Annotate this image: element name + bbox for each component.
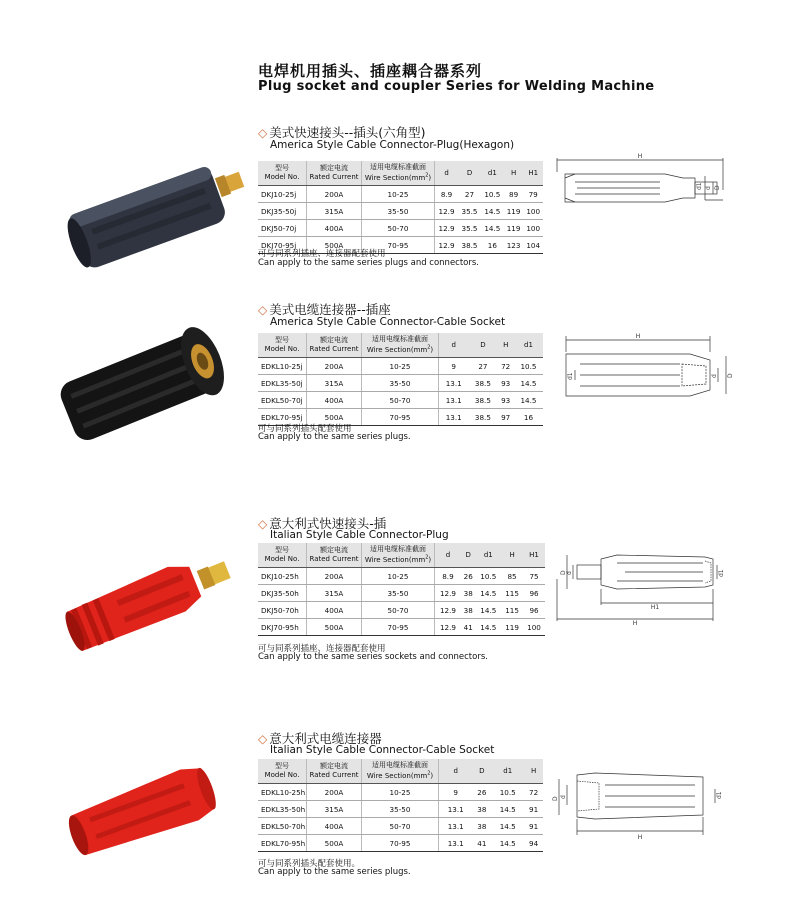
drawing-label: d1 bbox=[567, 372, 574, 380]
col-H1: H1 bbox=[523, 543, 545, 568]
table-cell: 115 bbox=[501, 585, 523, 602]
section-4-rows bbox=[258, 784, 543, 852]
col-D: D bbox=[461, 543, 476, 568]
table-cell: 10.5 bbox=[514, 358, 543, 375]
table-cell: 41 bbox=[461, 619, 476, 636]
diamond-icon: ◇ bbox=[258, 126, 268, 140]
table-cell: 315A bbox=[307, 203, 362, 220]
col-H: H bbox=[497, 333, 514, 358]
col-H: H bbox=[504, 161, 524, 186]
section-2-note-en: Can apply to the same series plugs. bbox=[258, 432, 411, 442]
section-2-title-cn-text: 美式电缆连接器--插座 bbox=[269, 302, 391, 317]
table-cell: 14.5 bbox=[476, 619, 502, 636]
table-cell: 26 bbox=[461, 568, 476, 585]
drawing-label: H bbox=[637, 153, 643, 160]
drawing-label: H bbox=[637, 834, 643, 841]
table-cell: 315A bbox=[307, 801, 362, 818]
table-cell: 8.9 bbox=[435, 568, 461, 585]
section-3-title-en: Italian Style Cable Connector-Plug bbox=[270, 529, 449, 541]
table-header-row bbox=[258, 759, 543, 784]
table-cell: 10-25 bbox=[362, 568, 435, 585]
table-cell: 13.1 bbox=[439, 409, 469, 426]
col-d: d bbox=[439, 759, 473, 784]
drawing-label: d bbox=[705, 186, 712, 190]
drawing-label: d bbox=[560, 795, 567, 799]
drawing-label: D bbox=[727, 373, 734, 378]
table-cell: 14.5 bbox=[476, 585, 502, 602]
col-wire: 适用电缆标准截面 Wire $Section(mm^2)$ bbox=[362, 759, 439, 784]
table-cell: 14.5 bbox=[514, 392, 543, 409]
table-cell: 10-25 bbox=[362, 358, 439, 375]
table-cell: 14.5 bbox=[491, 818, 524, 835]
page-title-en: Plug socket and coupler Series for Welding Machine bbox=[258, 79, 655, 94]
table-cell: 12.9 bbox=[435, 237, 459, 254]
col-D: D bbox=[472, 759, 491, 784]
table-cell: 123 bbox=[504, 237, 524, 254]
table-cell: EDKL35-50h bbox=[258, 801, 307, 818]
table-cell: 96 bbox=[523, 602, 545, 619]
table-cell: 200A bbox=[307, 568, 362, 585]
table-row bbox=[258, 602, 545, 619]
table-row bbox=[258, 186, 543, 203]
col-model: 型号 Model No. bbox=[258, 759, 307, 784]
table-cell: 100 bbox=[523, 203, 543, 220]
table-row bbox=[258, 585, 545, 602]
col-H1: H1 bbox=[523, 161, 543, 186]
table-cell: 35.5 bbox=[458, 203, 481, 220]
table-cell: 500A bbox=[307, 237, 362, 254]
table-cell: 75 bbox=[523, 568, 545, 585]
table-cell: 400A bbox=[307, 220, 362, 237]
table-cell: DKJ35-50h bbox=[258, 585, 307, 602]
col-model: 型号 Model No. bbox=[258, 333, 307, 358]
table-cell: 38.5 bbox=[458, 237, 481, 254]
section-3-rows bbox=[258, 568, 545, 636]
section-4-spec-table bbox=[258, 759, 543, 852]
table-cell: 100 bbox=[523, 619, 545, 636]
table-cell: DKJ70-95h bbox=[258, 619, 307, 636]
table-cell: 38 bbox=[472, 801, 491, 818]
table-cell: DKJ35-50j bbox=[258, 203, 307, 220]
diamond-icon: ◇ bbox=[258, 732, 268, 746]
table-cell: 50-70 bbox=[362, 392, 439, 409]
col-current: 额定电流 Rated Current bbox=[307, 161, 362, 186]
table-cell: 93 bbox=[497, 375, 514, 392]
section-3-dimension-drawing bbox=[555, 545, 735, 630]
table-cell: 38.5 bbox=[468, 409, 497, 426]
table-cell: 70-95 bbox=[362, 237, 435, 254]
section-1-spec-table bbox=[258, 161, 543, 254]
col-H: H bbox=[501, 543, 523, 568]
section-1-title-en: America Style Cable Connector-Plug(Hexagon) bbox=[270, 139, 515, 151]
drawing-label: D bbox=[560, 570, 567, 575]
section-4-note-cn: 可与同系列插头配套使用。 bbox=[258, 859, 361, 869]
table-cell: 26 bbox=[472, 784, 491, 801]
table-cell: 100 bbox=[523, 220, 543, 237]
table-header-row bbox=[258, 333, 543, 358]
table-cell: EDKL70-95h bbox=[258, 835, 307, 852]
section-1-title-cn-text: 美式快速接头--插头(六角型) bbox=[269, 125, 426, 140]
col-d1: d1 bbox=[491, 759, 524, 784]
table-cell: 72 bbox=[497, 358, 514, 375]
section-1-product-photo bbox=[60, 160, 250, 270]
table-cell: 38 bbox=[461, 602, 476, 619]
table-cell: 115 bbox=[501, 602, 523, 619]
table-cell: 500A bbox=[307, 409, 362, 426]
table-cell: 14.5 bbox=[481, 203, 504, 220]
table-cell: 10.5 bbox=[481, 186, 504, 203]
table-cell: 12.9 bbox=[435, 602, 461, 619]
col-d: d bbox=[435, 543, 461, 568]
table-cell: 400A bbox=[307, 392, 362, 409]
table-cell: DKJ10-25h bbox=[258, 568, 307, 585]
col-current: 额定电流 Rated Current bbox=[307, 333, 362, 358]
table-row bbox=[258, 392, 543, 409]
col-H: H bbox=[524, 759, 543, 784]
table-cell: 119 bbox=[504, 203, 524, 220]
table-cell: 8.9 bbox=[435, 186, 459, 203]
col-current: 额定电流 Rated Current bbox=[307, 543, 362, 568]
table-cell: 93 bbox=[497, 392, 514, 409]
col-model: 型号 Model No. bbox=[258, 161, 307, 186]
col-d1: d1 bbox=[481, 161, 504, 186]
col-wire: 适用电缆标准截面 Wire $Section(mm^2)$ bbox=[362, 161, 435, 186]
table-row bbox=[258, 568, 545, 585]
table-cell: 10.5 bbox=[476, 568, 502, 585]
table-row bbox=[258, 835, 543, 852]
table-cell: 89 bbox=[504, 186, 524, 203]
table-cell: 91 bbox=[524, 801, 543, 818]
table-row bbox=[258, 203, 543, 220]
table-cell: DKJ70-95j bbox=[258, 237, 307, 254]
table-cell: EDKL50-70j bbox=[258, 392, 307, 409]
section-4-dimension-drawing bbox=[552, 765, 735, 845]
table-cell: 200A bbox=[307, 358, 362, 375]
table-cell: 119 bbox=[504, 220, 524, 237]
table-cell: 9 bbox=[439, 784, 473, 801]
table-row bbox=[258, 220, 543, 237]
section-2-rows bbox=[258, 358, 543, 426]
table-row bbox=[258, 818, 543, 835]
table-cell: EDKL35-50j bbox=[258, 375, 307, 392]
table-cell: EDKL70-95j bbox=[258, 409, 307, 426]
table-cell: 70-95 bbox=[362, 619, 435, 636]
table-cell: 400A bbox=[307, 818, 362, 835]
table-cell: 12.9 bbox=[435, 220, 459, 237]
table-cell: 104 bbox=[523, 237, 543, 254]
table-cell: 35-50 bbox=[362, 203, 435, 220]
drawing-label: H1 bbox=[650, 604, 660, 611]
col-d: d bbox=[435, 161, 459, 186]
table-cell: 13.1 bbox=[439, 392, 469, 409]
table-cell: 50-70 bbox=[362, 602, 435, 619]
table-cell: 400A bbox=[307, 602, 362, 619]
table-cell: 12.9 bbox=[435, 203, 459, 220]
table-cell: 85 bbox=[501, 568, 523, 585]
col-wire: 适用电缆标准截面 Wire $Section(mm^2)$ bbox=[362, 333, 439, 358]
table-cell: 41 bbox=[472, 835, 491, 852]
table-cell: 10.5 bbox=[491, 784, 524, 801]
drawing-label: H bbox=[635, 333, 641, 340]
table-cell: 14.5 bbox=[481, 220, 504, 237]
table-cell: 12.9 bbox=[435, 585, 461, 602]
table-cell: 315A bbox=[307, 375, 362, 392]
table-cell: 97 bbox=[497, 409, 514, 426]
table-cell: 70-95 bbox=[362, 835, 439, 852]
table-cell: EDKL50-70h bbox=[258, 818, 307, 835]
table-cell: 500A bbox=[307, 835, 362, 852]
col-d1: d1 bbox=[514, 333, 543, 358]
drawing-label: d1 bbox=[696, 182, 703, 190]
drawing-label: d bbox=[711, 374, 718, 378]
table-cell: 38 bbox=[472, 818, 491, 835]
table-row bbox=[258, 801, 543, 818]
section-3-product-photo bbox=[60, 550, 245, 650]
table-cell: 12.9 bbox=[435, 619, 461, 636]
table-cell: 38.5 bbox=[468, 392, 497, 409]
table-header-row bbox=[258, 161, 543, 186]
table-cell: 14.5 bbox=[491, 801, 524, 818]
table-cell: 50-70 bbox=[362, 220, 435, 237]
drawing-label: D bbox=[552, 796, 559, 801]
diamond-icon: ◇ bbox=[258, 303, 268, 317]
table-row bbox=[258, 375, 543, 392]
table-cell: 500A bbox=[307, 619, 362, 636]
table-cell: 35-50 bbox=[362, 375, 439, 392]
drawing-label: d1 bbox=[718, 569, 725, 577]
drawing-label: H bbox=[632, 620, 638, 627]
col-current: 额定电流 Rated Current bbox=[307, 759, 362, 784]
table-cell: DKJ50-70h bbox=[258, 602, 307, 619]
table-cell: 200A bbox=[307, 784, 362, 801]
section-4-title-cn-text: 意大利式电缆连接器 bbox=[269, 731, 382, 746]
section-3-note-cn: 可与同系列插座、连接器配套使用 bbox=[258, 644, 386, 654]
table-header-row bbox=[258, 543, 545, 568]
table-cell: 96 bbox=[523, 585, 545, 602]
table-cell: 13.1 bbox=[439, 801, 473, 818]
table-cell: 91 bbox=[524, 818, 543, 835]
section-1-note-cn: 可与同系列插座、连接器配套使用 bbox=[258, 249, 386, 259]
table-cell: 119 bbox=[501, 619, 523, 636]
drawing-label: D bbox=[714, 185, 721, 190]
section-2-product-photo bbox=[40, 315, 240, 445]
table-cell: 13.1 bbox=[439, 835, 473, 852]
section-1-note-en: Can apply to the same series plugs and connectors. bbox=[258, 258, 480, 268]
section-3-title-cn-text: 意大利式快速接头-插 bbox=[269, 516, 387, 531]
table-cell: 10-25 bbox=[362, 784, 439, 801]
table-cell: 35-50 bbox=[362, 801, 439, 818]
section-1-dimension-drawing bbox=[555, 150, 735, 220]
section-2-note-cn: 可与同系列插头配套使用 bbox=[258, 424, 352, 434]
table-cell: 14.5 bbox=[514, 375, 543, 392]
table-cell: 13.1 bbox=[439, 375, 469, 392]
table-cell: DKJ50-70j bbox=[258, 220, 307, 237]
table-cell: 27 bbox=[458, 186, 481, 203]
diamond-icon: ◇ bbox=[258, 517, 268, 531]
table-cell: 16 bbox=[481, 237, 504, 254]
col-wire: 适用电缆标准截面 Wire $Section(mm^2)$ bbox=[362, 543, 435, 568]
table-cell: 10-25 bbox=[362, 186, 435, 203]
table-row bbox=[258, 358, 543, 375]
table-cell: 70-95 bbox=[362, 409, 439, 426]
col-D: D bbox=[458, 161, 481, 186]
col-d1: d1 bbox=[476, 543, 502, 568]
table-cell: 315A bbox=[307, 585, 362, 602]
table-row bbox=[258, 619, 545, 636]
table-cell: 14.5 bbox=[491, 835, 524, 852]
table-cell: 35-50 bbox=[362, 585, 435, 602]
table-cell: 14.5 bbox=[476, 602, 502, 619]
table-cell: 27 bbox=[468, 358, 497, 375]
table-cell: 9 bbox=[439, 358, 469, 375]
section-1-rows bbox=[258, 186, 543, 254]
drawing-label: d1 bbox=[716, 791, 723, 799]
section-2-spec-table bbox=[258, 333, 543, 426]
table-cell: 72 bbox=[524, 784, 543, 801]
page-title-cn: 电焊机用插头、插座耦合器系列 bbox=[258, 62, 483, 80]
section-3-spec-table bbox=[258, 543, 545, 636]
table-cell: EDKL10-25h bbox=[258, 784, 307, 801]
table-row bbox=[258, 784, 543, 801]
table-cell: 94 bbox=[524, 835, 543, 852]
table-cell: 50-70 bbox=[362, 818, 439, 835]
table-cell: 38 bbox=[461, 585, 476, 602]
table-cell: 38.5 bbox=[468, 375, 497, 392]
col-model: 型号 Model No. bbox=[258, 543, 307, 568]
table-cell: 200A bbox=[307, 186, 362, 203]
table-cell: 13.1 bbox=[439, 818, 473, 835]
col-d: d bbox=[439, 333, 469, 358]
section-4-note-en: Can apply to the same series plugs. bbox=[258, 867, 411, 877]
section-4-product-photo bbox=[60, 760, 235, 860]
section-2-dimension-drawing bbox=[560, 330, 740, 410]
table-cell: DKJ10-25j bbox=[258, 186, 307, 203]
section-3-note-en: Can apply to the same series sockets and connectors. bbox=[258, 652, 488, 662]
table-cell: 16 bbox=[514, 409, 543, 426]
section-4-title-en: Italian Style Cable Connector-Cable Socket bbox=[270, 744, 495, 756]
section-2-title-en: America Style Cable Connector-Cable Socket bbox=[270, 316, 506, 328]
drawing-label: d bbox=[566, 571, 573, 575]
table-cell: 35.5 bbox=[458, 220, 481, 237]
col-D: D bbox=[468, 333, 497, 358]
table-cell: 79 bbox=[523, 186, 543, 203]
table-cell: EDKL10-25j bbox=[258, 358, 307, 375]
